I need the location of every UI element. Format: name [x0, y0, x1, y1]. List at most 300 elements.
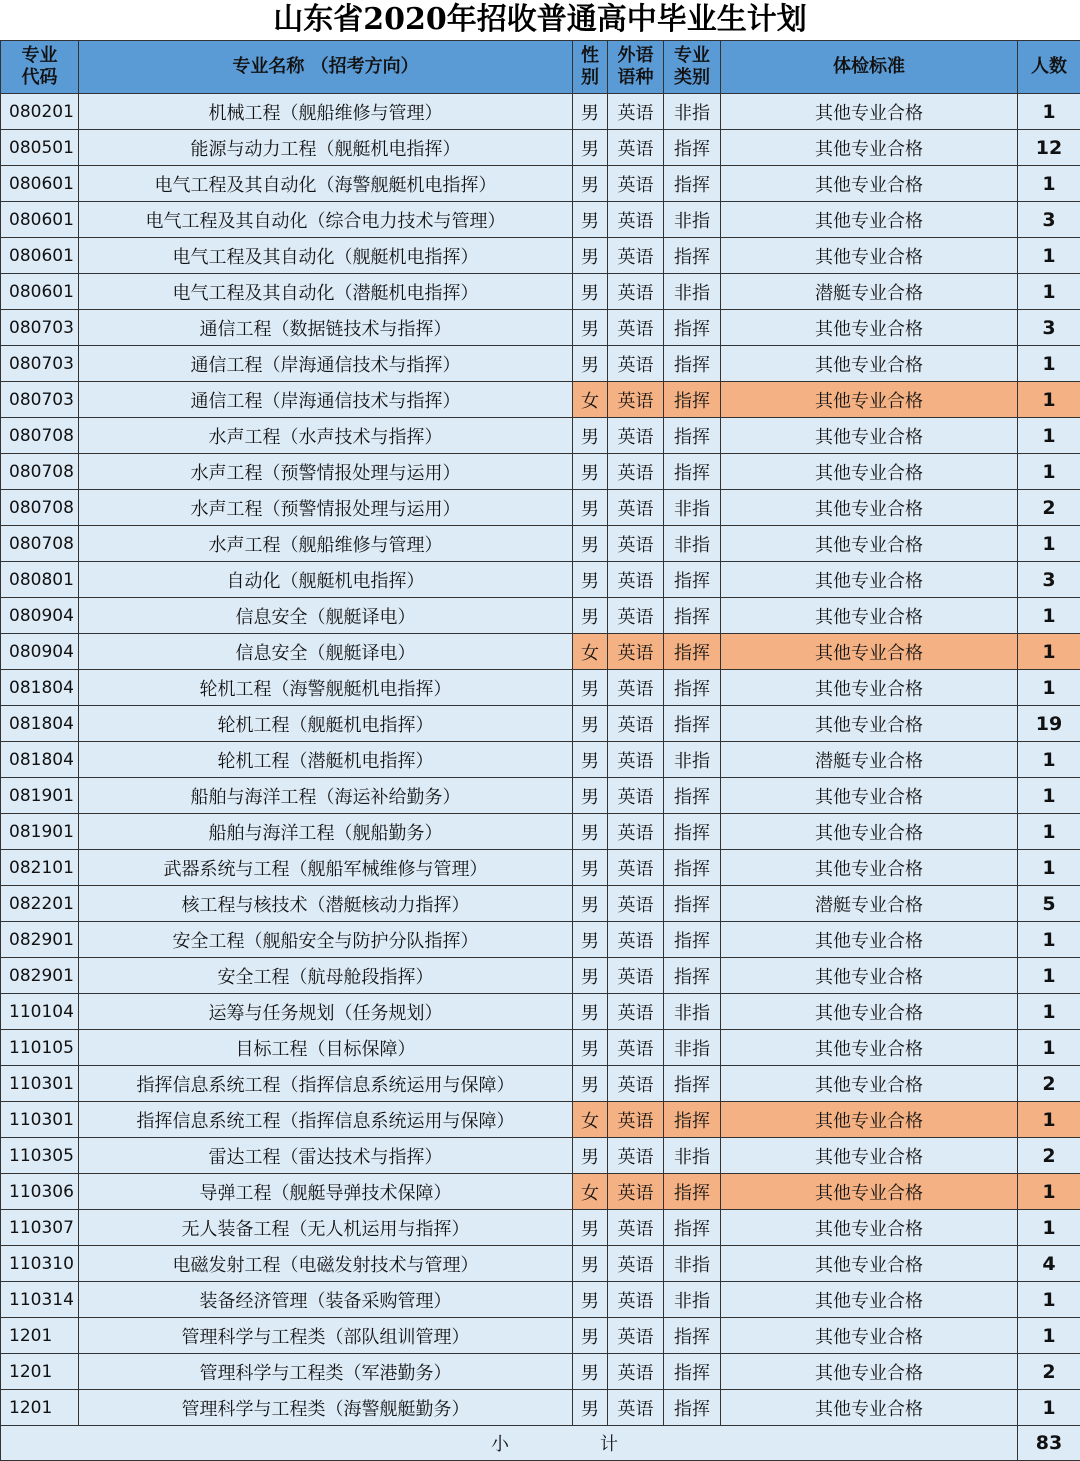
cell-type: 指挥 — [664, 778, 721, 814]
cell-physical-standard: 其他专业合格 — [721, 562, 1018, 598]
cell-physical-standard: 其他专业合格 — [721, 598, 1018, 634]
cell-gender: 男 — [573, 706, 608, 742]
cell-code: 082101 — [1, 850, 79, 886]
cell-language: 英语 — [608, 850, 664, 886]
cell-gender: 男 — [573, 346, 608, 382]
cell-gender: 男 — [573, 742, 608, 778]
cell-count: 2 — [1018, 1138, 1080, 1174]
cell-physical-standard: 其他专业合格 — [721, 1066, 1018, 1102]
cell-language: 英语 — [608, 94, 664, 130]
cell-count: 1 — [1018, 1102, 1080, 1138]
cell-major-name: 轮机工程（舰艇机电指挥） — [79, 706, 573, 742]
cell-code: 1201 — [1, 1318, 79, 1354]
cell-type: 指挥 — [664, 1318, 721, 1354]
cell-major-name: 信息安全（舰艇译电） — [79, 634, 573, 670]
cell-major-name: 管理科学与工程类（部队组训管理） — [79, 1318, 573, 1354]
cell-physical-standard: 其他专业合格 — [721, 1102, 1018, 1138]
cell-major-name: 信息安全（舰艇译电） — [79, 598, 573, 634]
cell-language: 英语 — [608, 742, 664, 778]
table-row — [1, 382, 1080, 418]
cell-physical-standard: 其他专业合格 — [721, 1246, 1018, 1282]
cell-physical-standard: 其他专业合格 — [721, 418, 1018, 454]
cell-language: 英语 — [608, 526, 664, 562]
cell-type: 非指 — [664, 1246, 721, 1282]
cell-type: 指挥 — [664, 562, 721, 598]
table-header-row — [1, 41, 1080, 94]
cell-code: 110104 — [1, 994, 79, 1030]
cell-code: 1201 — [1, 1354, 79, 1390]
cell-major-name: 安全工程（舰船安全与防护分队指挥） — [79, 922, 573, 958]
cell-gender: 男 — [573, 1318, 608, 1354]
cell-type: 指挥 — [664, 958, 721, 994]
cell-code: 110306 — [1, 1174, 79, 1210]
table-row — [1, 706, 1080, 742]
cell-code: 082901 — [1, 922, 79, 958]
cell-language: 英语 — [608, 1318, 664, 1354]
cell-physical-standard: 其他专业合格 — [721, 490, 1018, 526]
cell-type: 指挥 — [664, 886, 721, 922]
header-type: 专业 类别 — [664, 41, 721, 94]
cell-physical-standard: 潜艇专业合格 — [721, 742, 1018, 778]
cell-language: 英语 — [608, 490, 664, 526]
cell-count: 4 — [1018, 1246, 1080, 1282]
cell-physical-standard: 其他专业合格 — [721, 1282, 1018, 1318]
cell-gender: 男 — [573, 958, 608, 994]
cell-gender: 男 — [573, 814, 608, 850]
cell-code: 080708 — [1, 418, 79, 454]
cell-code: 080601 — [1, 166, 79, 202]
cell-language: 英语 — [608, 238, 664, 274]
cell-code: 080703 — [1, 346, 79, 382]
cell-code: 110310 — [1, 1246, 79, 1282]
table-row — [1, 238, 1080, 274]
table-row — [1, 94, 1080, 130]
cell-gender: 男 — [573, 1246, 608, 1282]
cell-count: 2 — [1018, 490, 1080, 526]
cell-gender: 男 — [573, 418, 608, 454]
cell-major-name: 通信工程（岸海通信技术与指挥） — [79, 346, 573, 382]
cell-language: 英语 — [608, 1210, 664, 1246]
cell-count: 3 — [1018, 202, 1080, 238]
cell-count: 1 — [1018, 634, 1080, 670]
cell-code: 082901 — [1, 958, 79, 994]
table-row — [1, 526, 1080, 562]
cell-type: 指挥 — [664, 418, 721, 454]
table-row — [1, 274, 1080, 310]
cell-language: 英语 — [608, 922, 664, 958]
cell-count: 1 — [1018, 1210, 1080, 1246]
table-row — [1, 1102, 1080, 1138]
cell-gender: 男 — [573, 778, 608, 814]
cell-physical-standard: 其他专业合格 — [721, 850, 1018, 886]
cell-language: 英语 — [608, 346, 664, 382]
cell-type: 非指 — [664, 526, 721, 562]
table-row — [1, 130, 1080, 166]
header-code: 专业 代码 — [1, 41, 79, 94]
table-row — [1, 490, 1080, 526]
cell-gender: 男 — [573, 886, 608, 922]
cell-major-name: 安全工程（航母舱段指挥） — [79, 958, 573, 994]
cell-gender: 男 — [573, 922, 608, 958]
cell-type: 指挥 — [664, 634, 721, 670]
cell-major-name: 水声工程（水声技术与指挥） — [79, 418, 573, 454]
cell-major-name: 自动化（舰艇机电指挥） — [79, 562, 573, 598]
enrollment-plan-table — [0, 40, 1080, 1461]
cell-gender: 女 — [573, 382, 608, 418]
cell-major-name: 核工程与核技术（潜艇核动力指挥） — [79, 886, 573, 922]
cell-physical-standard: 其他专业合格 — [721, 202, 1018, 238]
cell-type: 指挥 — [664, 1354, 721, 1390]
cell-code: 080601 — [1, 238, 79, 274]
cell-language: 英语 — [608, 130, 664, 166]
cell-gender: 男 — [573, 1390, 608, 1426]
cell-physical-standard: 其他专业合格 — [721, 526, 1018, 562]
cell-gender: 男 — [573, 598, 608, 634]
table-row — [1, 778, 1080, 814]
cell-count: 1 — [1018, 238, 1080, 274]
cell-gender: 男 — [573, 1210, 608, 1246]
cell-code: 080904 — [1, 598, 79, 634]
cell-count: 1 — [1018, 742, 1080, 778]
header-language: 外语 语种 — [608, 41, 664, 94]
cell-major-name: 导弹工程（舰艇导弹技术保障） — [79, 1174, 573, 1210]
cell-gender: 男 — [573, 670, 608, 706]
cell-major-name: 电磁发射工程（电磁发射技术与管理） — [79, 1246, 573, 1282]
cell-type: 指挥 — [664, 922, 721, 958]
cell-major-name: 电气工程及其自动化（潜艇机电指挥） — [79, 274, 573, 310]
cell-language: 英语 — [608, 1246, 664, 1282]
cell-code: 080904 — [1, 634, 79, 670]
header-gender: 性 别 — [573, 41, 608, 94]
cell-language: 英语 — [608, 166, 664, 202]
cell-count: 1 — [1018, 382, 1080, 418]
table-row — [1, 814, 1080, 850]
cell-language: 英语 — [608, 958, 664, 994]
cell-type: 指挥 — [664, 706, 721, 742]
cell-language: 英语 — [608, 202, 664, 238]
table-row — [1, 742, 1080, 778]
cell-type: 非指 — [664, 1138, 721, 1174]
cell-physical-standard: 其他专业合格 — [721, 1210, 1018, 1246]
table-row — [1, 1246, 1080, 1282]
cell-major-name: 船舶与海洋工程（舰船勤务） — [79, 814, 573, 850]
cell-gender: 男 — [573, 94, 608, 130]
cell-language: 英语 — [608, 1138, 664, 1174]
cell-gender: 男 — [573, 1066, 608, 1102]
cell-code: 080201 — [1, 94, 79, 130]
cell-physical-standard: 其他专业合格 — [721, 1174, 1018, 1210]
cell-gender: 男 — [573, 1030, 608, 1066]
cell-count: 2 — [1018, 1354, 1080, 1390]
table-row — [1, 346, 1080, 382]
table-row — [1, 1282, 1080, 1318]
cell-type: 非指 — [664, 1282, 721, 1318]
cell-language: 英语 — [608, 1174, 664, 1210]
cell-type: 指挥 — [664, 166, 721, 202]
cell-physical-standard: 其他专业合格 — [721, 310, 1018, 346]
table-row — [1, 418, 1080, 454]
cell-type: 指挥 — [664, 238, 721, 274]
cell-major-name: 武器系统与工程（舰船军械维修与管理） — [79, 850, 573, 886]
header-count: 人数 — [1018, 41, 1080, 94]
table-row — [1, 202, 1080, 238]
table-row — [1, 922, 1080, 958]
cell-code: 081804 — [1, 706, 79, 742]
table-row — [1, 1066, 1080, 1102]
cell-count: 1 — [1018, 994, 1080, 1030]
cell-language: 英语 — [608, 1102, 664, 1138]
table-row — [1, 850, 1080, 886]
cell-physical-standard: 其他专业合格 — [721, 778, 1018, 814]
cell-language: 英语 — [608, 634, 664, 670]
cell-language: 英语 — [608, 454, 664, 490]
cell-physical-standard: 其他专业合格 — [721, 238, 1018, 274]
cell-type: 非指 — [664, 1030, 721, 1066]
cell-physical-standard: 其他专业合格 — [721, 1030, 1018, 1066]
cell-count: 1 — [1018, 598, 1080, 634]
cell-gender: 男 — [573, 238, 608, 274]
table-row — [1, 454, 1080, 490]
cell-physical-standard: 潜艇专业合格 — [721, 274, 1018, 310]
cell-major-name: 指挥信息系统工程（指挥信息系统运用与保障） — [79, 1066, 573, 1102]
cell-type: 指挥 — [664, 382, 721, 418]
cell-count: 1 — [1018, 1030, 1080, 1066]
cell-language: 英语 — [608, 706, 664, 742]
cell-major-name: 水声工程（预警情报处理与运用） — [79, 490, 573, 526]
cell-code: 110301 — [1, 1066, 79, 1102]
table-row — [1, 1030, 1080, 1066]
cell-language: 英语 — [608, 814, 664, 850]
cell-type: 非指 — [664, 274, 721, 310]
cell-major-name: 通信工程（岸海通信技术与指挥） — [79, 382, 573, 418]
cell-gender: 男 — [573, 202, 608, 238]
cell-code: 080703 — [1, 382, 79, 418]
cell-count: 1 — [1018, 418, 1080, 454]
cell-physical-standard: 其他专业合格 — [721, 634, 1018, 670]
cell-code: 081901 — [1, 814, 79, 850]
cell-language: 英语 — [608, 562, 664, 598]
cell-count: 1 — [1018, 1282, 1080, 1318]
cell-type: 指挥 — [664, 598, 721, 634]
header-physical-standard: 体检标准 — [721, 41, 1018, 94]
cell-code: 1201 — [1, 1390, 79, 1426]
cell-language: 英语 — [608, 670, 664, 706]
cell-type: 指挥 — [664, 814, 721, 850]
cell-major-name: 机械工程（舰船维修与管理） — [79, 94, 573, 130]
cell-code: 081901 — [1, 778, 79, 814]
cell-code: 110305 — [1, 1138, 79, 1174]
cell-type: 非指 — [664, 490, 721, 526]
cell-code: 080601 — [1, 202, 79, 238]
cell-code: 080703 — [1, 310, 79, 346]
cell-type: 非指 — [664, 94, 721, 130]
cell-major-name: 轮机工程（海警舰艇机电指挥） — [79, 670, 573, 706]
cell-count: 3 — [1018, 562, 1080, 598]
table-row — [1, 1174, 1080, 1210]
table-row — [1, 634, 1080, 670]
cell-major-name: 能源与动力工程（舰艇机电指挥） — [79, 130, 573, 166]
table-row — [1, 598, 1080, 634]
cell-language: 英语 — [608, 382, 664, 418]
cell-code: 080708 — [1, 526, 79, 562]
cell-major-name: 电气工程及其自动化（海警舰艇机电指挥） — [79, 166, 573, 202]
cell-count: 1 — [1018, 454, 1080, 490]
cell-major-name: 电气工程及其自动化（综合电力技术与管理） — [79, 202, 573, 238]
page-title: 山东省2020年招收普通高中毕业生计划 — [0, 0, 1080, 40]
cell-code: 080708 — [1, 490, 79, 526]
cell-major-name: 装备经济管理（装备采购管理） — [79, 1282, 573, 1318]
cell-language: 英语 — [608, 598, 664, 634]
cell-type: 指挥 — [664, 670, 721, 706]
cell-count: 1 — [1018, 922, 1080, 958]
table-row — [1, 1354, 1080, 1390]
cell-code: 081804 — [1, 742, 79, 778]
cell-count: 5 — [1018, 886, 1080, 922]
cell-major-name: 目标工程（目标保障） — [79, 1030, 573, 1066]
cell-gender: 男 — [573, 994, 608, 1030]
cell-code: 080801 — [1, 562, 79, 598]
cell-type: 指挥 — [664, 130, 721, 166]
cell-physical-standard: 其他专业合格 — [721, 1390, 1018, 1426]
cell-count: 1 — [1018, 814, 1080, 850]
cell-code: 082201 — [1, 886, 79, 922]
cell-major-name: 水声工程（舰船维修与管理） — [79, 526, 573, 562]
table-row — [1, 886, 1080, 922]
cell-gender: 男 — [573, 1138, 608, 1174]
cell-code: 080601 — [1, 274, 79, 310]
cell-physical-standard: 潜艇专业合格 — [721, 886, 1018, 922]
table-row — [1, 670, 1080, 706]
cell-type: 指挥 — [664, 454, 721, 490]
cell-code: 110301 — [1, 1102, 79, 1138]
cell-major-name: 指挥信息系统工程（指挥信息系统运用与保障） — [79, 1102, 573, 1138]
cell-physical-standard: 其他专业合格 — [721, 382, 1018, 418]
cell-major-name: 管理科学与工程类（军港勤务） — [79, 1354, 573, 1390]
cell-type: 指挥 — [664, 346, 721, 382]
table-row — [1, 1210, 1080, 1246]
cell-major-name: 轮机工程（潜艇机电指挥） — [79, 742, 573, 778]
cell-physical-standard: 其他专业合格 — [721, 1138, 1018, 1174]
cell-gender: 女 — [573, 634, 608, 670]
cell-physical-standard: 其他专业合格 — [721, 922, 1018, 958]
cell-type: 指挥 — [664, 850, 721, 886]
cell-major-name: 电气工程及其自动化（舰艇机电指挥） — [79, 238, 573, 274]
cell-code: 110314 — [1, 1282, 79, 1318]
cell-language: 英语 — [608, 310, 664, 346]
cell-type: 非指 — [664, 202, 721, 238]
table-row — [1, 310, 1080, 346]
cell-gender: 男 — [573, 166, 608, 202]
cell-physical-standard: 其他专业合格 — [721, 994, 1018, 1030]
cell-count: 1 — [1018, 166, 1080, 202]
cell-major-name: 船舶与海洋工程（海运补给勤务） — [79, 778, 573, 814]
cell-language: 英语 — [608, 994, 664, 1030]
cell-count: 1 — [1018, 526, 1080, 562]
cell-type: 指挥 — [664, 1390, 721, 1426]
cell-code: 081804 — [1, 670, 79, 706]
cell-physical-standard: 其他专业合格 — [721, 346, 1018, 382]
table-row — [1, 1138, 1080, 1174]
cell-physical-standard: 其他专业合格 — [721, 166, 1018, 202]
cell-language: 英语 — [608, 418, 664, 454]
cell-major-name: 水声工程（预警情报处理与运用） — [79, 454, 573, 490]
cell-count: 1 — [1018, 94, 1080, 130]
cell-major-name: 通信工程（数据链技术与指挥） — [79, 310, 573, 346]
cell-gender: 男 — [573, 454, 608, 490]
cell-physical-standard: 其他专业合格 — [721, 670, 1018, 706]
cell-type: 指挥 — [664, 1102, 721, 1138]
cell-gender: 男 — [573, 1354, 608, 1390]
table-row — [1, 994, 1080, 1030]
cell-language: 英语 — [608, 1030, 664, 1066]
cell-gender: 男 — [573, 310, 608, 346]
cell-gender: 男 — [573, 490, 608, 526]
cell-type: 指挥 — [664, 310, 721, 346]
cell-count: 1 — [1018, 670, 1080, 706]
cell-count: 2 — [1018, 1066, 1080, 1102]
cell-type: 非指 — [664, 742, 721, 778]
cell-count: 1 — [1018, 1174, 1080, 1210]
cell-physical-standard: 其他专业合格 — [721, 1318, 1018, 1354]
cell-language: 英语 — [608, 274, 664, 310]
cell-code: 080708 — [1, 454, 79, 490]
cell-gender: 女 — [573, 1174, 608, 1210]
cell-code: 110307 — [1, 1210, 79, 1246]
cell-count: 1 — [1018, 1390, 1080, 1426]
cell-count: 1 — [1018, 274, 1080, 310]
table-row — [1, 1318, 1080, 1354]
cell-major-name: 无人装备工程（无人机运用与指挥） — [79, 1210, 573, 1246]
table-row — [1, 1390, 1080, 1426]
cell-gender: 男 — [573, 130, 608, 166]
cell-gender: 男 — [573, 850, 608, 886]
cell-count: 1 — [1018, 1318, 1080, 1354]
cell-code: 110105 — [1, 1030, 79, 1066]
cell-count: 3 — [1018, 310, 1080, 346]
cell-count: 1 — [1018, 850, 1080, 886]
cell-gender: 男 — [573, 274, 608, 310]
cell-physical-standard: 其他专业合格 — [721, 814, 1018, 850]
cell-language: 英语 — [608, 1354, 664, 1390]
cell-type: 指挥 — [664, 1174, 721, 1210]
subtotal-label: 小 计 — [1, 1426, 1018, 1461]
cell-language: 英语 — [608, 1390, 664, 1426]
cell-language: 英语 — [608, 886, 664, 922]
cell-major-name: 管理科学与工程类（海警舰艇勤务） — [79, 1390, 573, 1426]
cell-count: 1 — [1018, 778, 1080, 814]
cell-physical-standard: 其他专业合格 — [721, 130, 1018, 166]
cell-language: 英语 — [608, 778, 664, 814]
subtotal-row — [1, 1426, 1080, 1461]
cell-count: 19 — [1018, 706, 1080, 742]
cell-physical-standard: 其他专业合格 — [721, 454, 1018, 490]
cell-type: 指挥 — [664, 1066, 721, 1102]
header-major-name: 专业名称 （招考方向） — [79, 41, 573, 94]
cell-physical-standard: 其他专业合格 — [721, 958, 1018, 994]
table-row — [1, 958, 1080, 994]
subtotal-value: 83 — [1018, 1426, 1080, 1461]
cell-physical-standard: 其他专业合格 — [721, 94, 1018, 130]
cell-gender: 女 — [573, 1102, 608, 1138]
table-row — [1, 562, 1080, 598]
cell-type: 非指 — [664, 994, 721, 1030]
cell-count: 1 — [1018, 958, 1080, 994]
cell-code: 080501 — [1, 130, 79, 166]
cell-count: 1 — [1018, 346, 1080, 382]
cell-language: 英语 — [608, 1066, 664, 1102]
table-row — [1, 166, 1080, 202]
cell-type: 指挥 — [664, 1210, 721, 1246]
